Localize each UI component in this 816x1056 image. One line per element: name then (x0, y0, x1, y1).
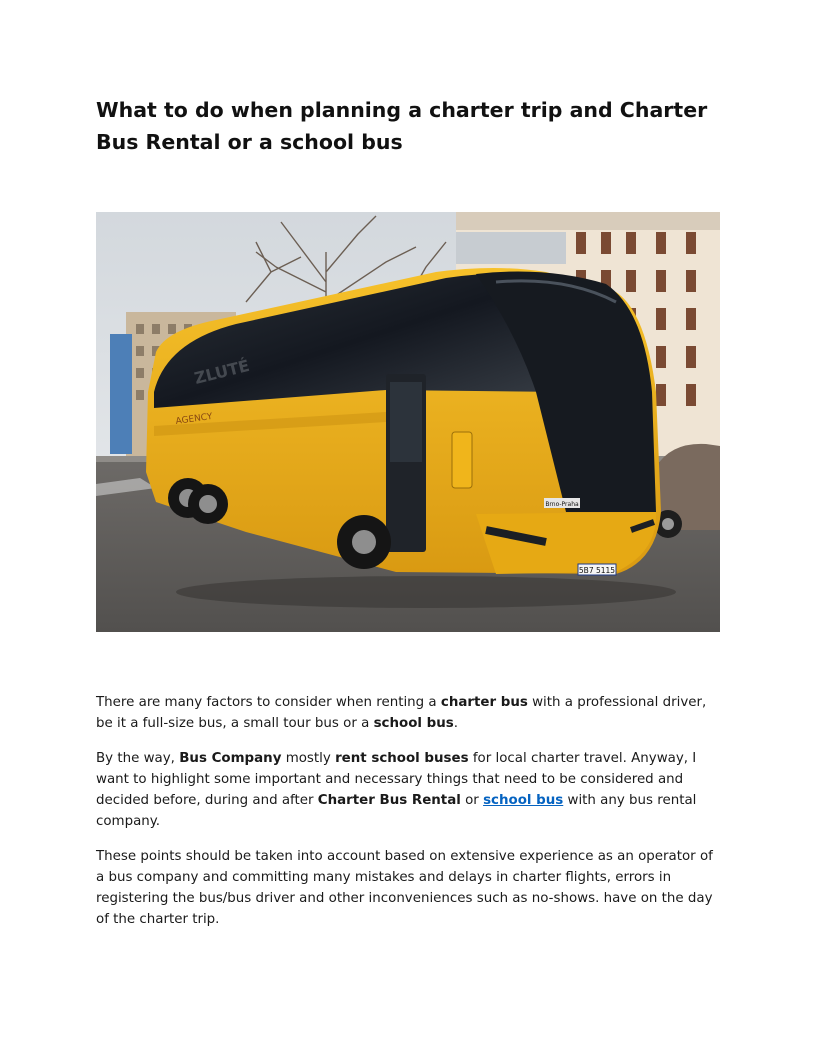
page-title: What to do when planning a charter trip and Charter Bus Rental or a school bus (96, 98, 708, 154)
bold-charter-bus-rental: Charter Bus Rental (317, 793, 461, 808)
roof-text: ZLUTÉ (192, 355, 252, 388)
bold-charter-bus: charter bus (440, 695, 528, 710)
plate-text: 5B7 5115 (578, 566, 616, 575)
school-bus-link[interactable]: school bus (483, 793, 564, 808)
front-sign-text: Brno-Praha (545, 501, 579, 508)
side-text: AGENCY (175, 411, 214, 427)
paragraph-1 (96, 692, 720, 734)
text-run: mostly (281, 751, 336, 766)
text-run: with a professional driver, be it a full-size bus, a small tour bus or a (96, 695, 707, 731)
text-run: with any bus rental company. (96, 793, 697, 829)
paragraph-2 (96, 748, 720, 832)
paragraph-3: These points should be taken into account based on extensive experience as an operator of a bus company and committing many mistakes and delays in charter flights, errors in registering the bus/bus driver and other inconveniences such as no-shows. have on the day of the charter trip. (96, 849, 713, 927)
bus-photo (96, 212, 720, 632)
bus-photo-icon (96, 212, 720, 632)
bold-school-bus: school bus (373, 716, 454, 731)
text-run: By the way, (96, 751, 180, 766)
text-run: There are many factors to consider when renting a (96, 695, 441, 710)
bold-bus-company: Bus Company (179, 751, 282, 766)
text-run: or (460, 793, 484, 808)
bold-rent-school-buses: rent school buses (335, 751, 469, 766)
article-body (96, 692, 720, 944)
text-run: . (453, 716, 459, 731)
text-run: for local charter travel. Anyway, I want to highlight some important and necessary things that need to be considered and decided before, during and after (96, 751, 697, 808)
